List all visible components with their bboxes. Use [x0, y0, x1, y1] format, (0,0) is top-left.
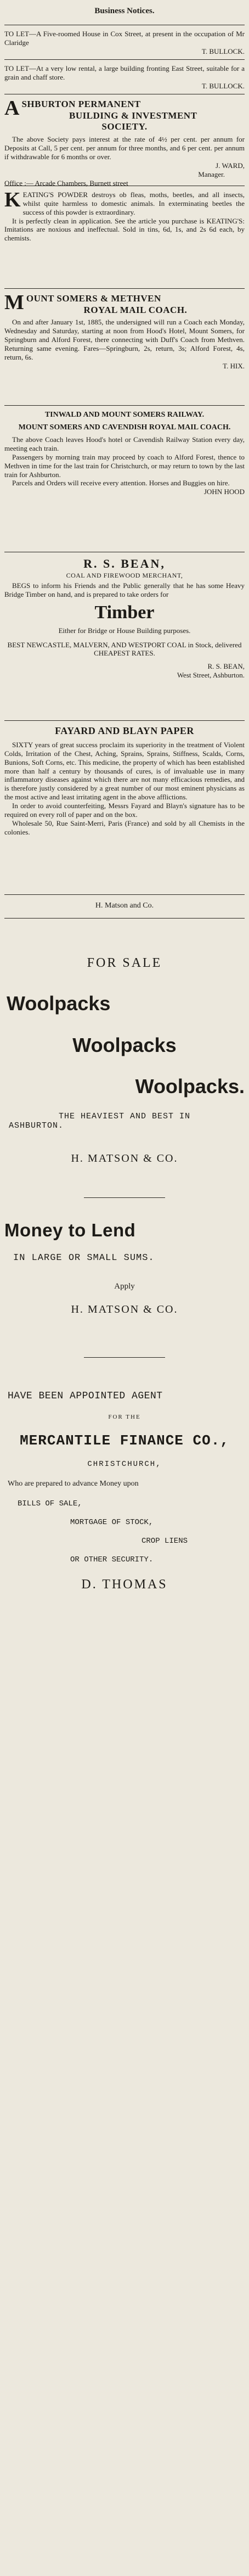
- ad-firm: H. MATSON & CO.: [71, 1152, 178, 1164]
- ad-body: On and after January 1st, 1885, the undersigned will run a Coach each Monday, Wednesday and Saturday, starting at noon from Hood's Hotel, Mount Somers, for Springburn and Alford Forest, there connecting with Duff's Coach from Methven. Returning same evening. Fares—Springburn, 2s, return, 3s; Alford Forest, 4s, return, 6s.: [4, 318, 245, 361]
- ad-body: FOR THE: [108, 1414, 141, 1420]
- woolpacks-ad: [4, 956, 245, 1192]
- ad-firm: H. MATSON & CO.: [71, 1303, 178, 1315]
- fayard-blayn-ad: [4, 725, 245, 890]
- divider: [4, 405, 245, 406]
- security-item: BILLS OF SALE,: [18, 1499, 82, 1508]
- ad-body: BEGS to inform his Friends and the Public generally that he has some Heavy Bridge Timber on hand, and is prepared to take orders for: [4, 581, 245, 599]
- keatings-powder-ad: [4, 188, 245, 284]
- ad-body: CHRISTCHURCH,: [87, 1460, 162, 1469]
- ad-body: Passengers by morning train may proceed by coach to Alford Forest, thence to Methven in time for the last train for Christchurch, or may return to town by the last train for Ashburton.: [4, 452, 245, 479]
- ad-body: Wholesale 50, Rue Saint-Merri, Paris (France) and sold by all Chemists in the colonies.: [4, 819, 245, 836]
- woolpacks-line: Woolpacks: [7, 992, 111, 1015]
- ad-body: Either for Bridge or House Building purposes.: [58, 626, 191, 635]
- ad-address: Office :— Arcade Chambers, Burnett street: [4, 178, 128, 187]
- security-item: CROP LIENS: [142, 1537, 188, 1545]
- woolpacks-line: Woolpacks.: [135, 1075, 245, 1098]
- to-let-east-street-ad: [4, 64, 245, 89]
- ad-title: R. S. BEAN,: [83, 557, 166, 570]
- mercantile-finance-ad: [4, 1363, 245, 1592]
- security-item: OR OTHER SECURITY.: [70, 1555, 154, 1564]
- ad-title: Money to Lend: [4, 1220, 136, 1240]
- building-society-ad: [4, 97, 245, 187]
- tinwald-railway-ad: [4, 410, 245, 547]
- ad-subtitle: COAL AND FIREWOOD MERCHANT,: [66, 571, 183, 579]
- ad-title: ROYAL MAIL COACH.: [83, 304, 188, 315]
- divider: [84, 1357, 166, 1358]
- ad-address: West Street, Ashburton.: [177, 671, 245, 680]
- ad-body: TO LET—A Five-roomed House in Cox Street, at present in the occupation of Mr Claridge: [4, 30, 245, 47]
- ad-title: TINWALD AND MOUNT SOMERS RAILWAY.: [44, 411, 205, 419]
- ad-signer: JOHN HOOD: [203, 488, 245, 496]
- dropcap: A: [4, 97, 20, 120]
- divider: [4, 720, 245, 721]
- company-name: MERCANTILE FINANCE CO.,: [20, 1432, 229, 1449]
- ad-signer: T. HIX.: [223, 361, 245, 370]
- divider: [84, 1197, 166, 1198]
- ad-body: TO LET—At a very low rental, a large building fronting East Street, suitable for a grain and chaff store.: [4, 64, 245, 81]
- spacer: [4, 923, 245, 956]
- section-heading: Business Notices.: [94, 7, 155, 15]
- ad-body: BEST NEWCASTLE, MALVERN, AND WESTPORT COAL in Stock, delivered CHEAPEST RATES.: [7, 640, 242, 658]
- ad-signer: T. BULLOCK.: [201, 81, 245, 90]
- divider: [4, 894, 245, 895]
- dropcap: M: [4, 291, 24, 314]
- ad-body: Apply: [114, 1282, 135, 1291]
- ad-body: It is perfectly clean in application. See the article you purchase is KEATING'S: Imitations are noxious and ineffectual. Sold in tins, 6d, 1s, and 2s 6d each, by chemists.: [4, 216, 245, 243]
- ad-body: Who are prepared to advance Money upon: [8, 1480, 139, 1488]
- security-item: MORTGAGE OF STOCK,: [70, 1518, 154, 1527]
- ad-title: FAYARD AND BLAYN PAPER: [55, 725, 194, 736]
- divider: [4, 918, 245, 919]
- ad-signer: R. S. BEAN,: [207, 662, 245, 671]
- to-let-cox-street-ad: [4, 30, 245, 55]
- ad-title: SHBURTON PERMANENT: [21, 99, 141, 109]
- ad-title: OUNT SOMERS & METHVEN: [26, 293, 161, 304]
- ad-title: FOR SALE: [87, 956, 162, 970]
- divider: [4, 59, 245, 60]
- woolpacks-line: Woolpacks: [72, 1033, 177, 1056]
- ad-title: HAVE BEEN APPOINTED AGENT: [8, 1391, 163, 1402]
- timber-headline: Timber: [94, 602, 155, 623]
- ad-subtitle: IN LARGE OR SMALL SUMS.: [13, 1253, 155, 1263]
- divider: [4, 288, 245, 289]
- ad-signer: D. THOMAS: [81, 1577, 168, 1592]
- ad-signer: J. WARD,: [216, 161, 245, 170]
- ad-body: EATING'S POWDER destroys ob fleas, moths, beetles, and all insects, whilst quite harmless to domestic animals. In exterminating beetles the success of this powder is extraordinary.: [22, 191, 245, 216]
- dropcap: K: [4, 188, 21, 211]
- ad-signer-role: Manager.: [198, 170, 225, 178]
- rs-bean-ad: [4, 557, 245, 716]
- matson-banner: H. Matson and Co.: [95, 901, 154, 910]
- ad-signer: T. BULLOCK.: [201, 47, 245, 55]
- royal-mail-coach-ad: [4, 293, 245, 401]
- ad-body: SIXTY years of great success proclaim its superiority in the treatment of Violent Colds, Irritation of the Chest, Aching, Sprains, Sprains, Stiffness, Scalds, Corns, Bunions, Soft Corns, etc. This medicine, the property of which has been established more than half a century by thousands of cures, is of invaluable use in many inflammatory diseases against which there are not many efficacious remedies, and is therefore justly considered by a great number of our most eminent physicians as the most active and least irritating agent in the above afflictions.: [4, 740, 245, 802]
- ad-body: The above Coach leaves Hood's hotel or Cavendish Railway Station every day, meeting each train.: [4, 435, 245, 453]
- ad-title: MOUNT SOMERS AND CAVENDISH ROYAL MAIL COACH.: [18, 423, 231, 432]
- ad-body: In order to avoid counterfeiting, Messrs Fayard and Blayn's signature has to be required on every roll of paper and on the box.: [4, 801, 245, 819]
- money-to-lend-ad: [4, 1203, 245, 1352]
- ad-tagline: THE HEAVIEST AND BEST IN: [58, 1111, 191, 1121]
- ad-tagline: ASHBURTON.: [9, 1121, 64, 1130]
- ad-body: The above Society pays interest at the rate of 4½ per cent. per annum for Deposits at Call, 5 per cent. per annum for three months, and 6 per cent. per annum if withdrawable for 6 months or over.: [4, 135, 245, 161]
- ad-body: Parcels and Orders will receive every attention. Horses and Buggies on hire.: [12, 479, 230, 488]
- ad-title: BUILDING & INVESTMENT: [69, 110, 197, 121]
- ad-title: SOCIETY.: [101, 121, 148, 132]
